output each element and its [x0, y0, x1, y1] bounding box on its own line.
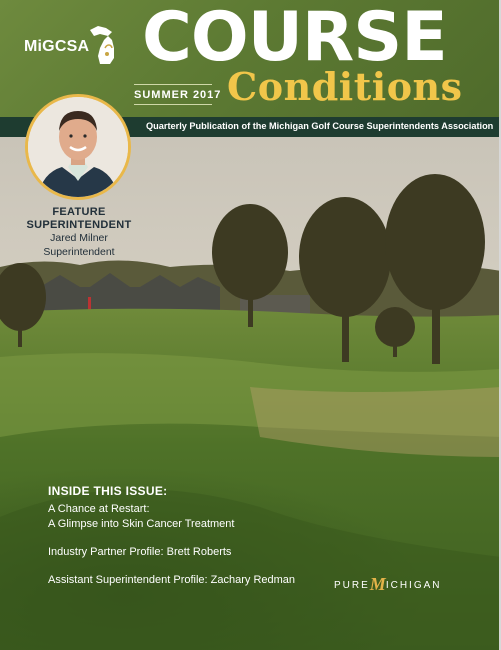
- article-title: A Chance at Restart:: [48, 503, 150, 515]
- pure-michigan-logo: [334, 566, 454, 596]
- feature-label: [12, 206, 146, 232]
- inside-heading: INSIDE THIS ISSUE:: [48, 484, 168, 498]
- logo-text: MiGCSA: [24, 38, 90, 55]
- publication-tagline: Quarterly Publication of the Michigan Golf Course Superintendents Association: [146, 121, 494, 131]
- issue-date: SUMMER 2017: [134, 89, 222, 101]
- inside-this-issue: [48, 484, 348, 587]
- feature-label-line1: FEATURE: [52, 206, 106, 218]
- feature-label-line2: SUPERINTENDENT: [26, 219, 132, 232]
- magazine-title-course: COURSE: [142, 0, 447, 77]
- pure-text: PURE: [334, 580, 370, 591]
- feature-role: Superintendent: [43, 246, 115, 259]
- michigan-map-icon: [84, 22, 124, 66]
- header-divider: [134, 104, 212, 105]
- article-industry-partner: Industry Partner Profile: Brett Roberts: [48, 545, 232, 558]
- portrait-image: [28, 97, 128, 197]
- feature-superintendent: [12, 206, 146, 260]
- feature-name: Jared Milner: [50, 232, 108, 245]
- magazine-title-conditions: Conditions: [227, 64, 463, 109]
- m-letter: M: [369, 574, 386, 594]
- article-assistant-profile: Assistant Superintendent Profile: Zachary Redman: [48, 573, 296, 586]
- superintendent-portrait: [25, 94, 131, 200]
- migcsa-logo: [24, 22, 124, 66]
- michigan-text: ICHIGAN: [385, 580, 442, 591]
- article-subtitle: A Glimpse into Skin Cancer Treatment: [48, 517, 235, 530]
- header-divider: [134, 84, 212, 85]
